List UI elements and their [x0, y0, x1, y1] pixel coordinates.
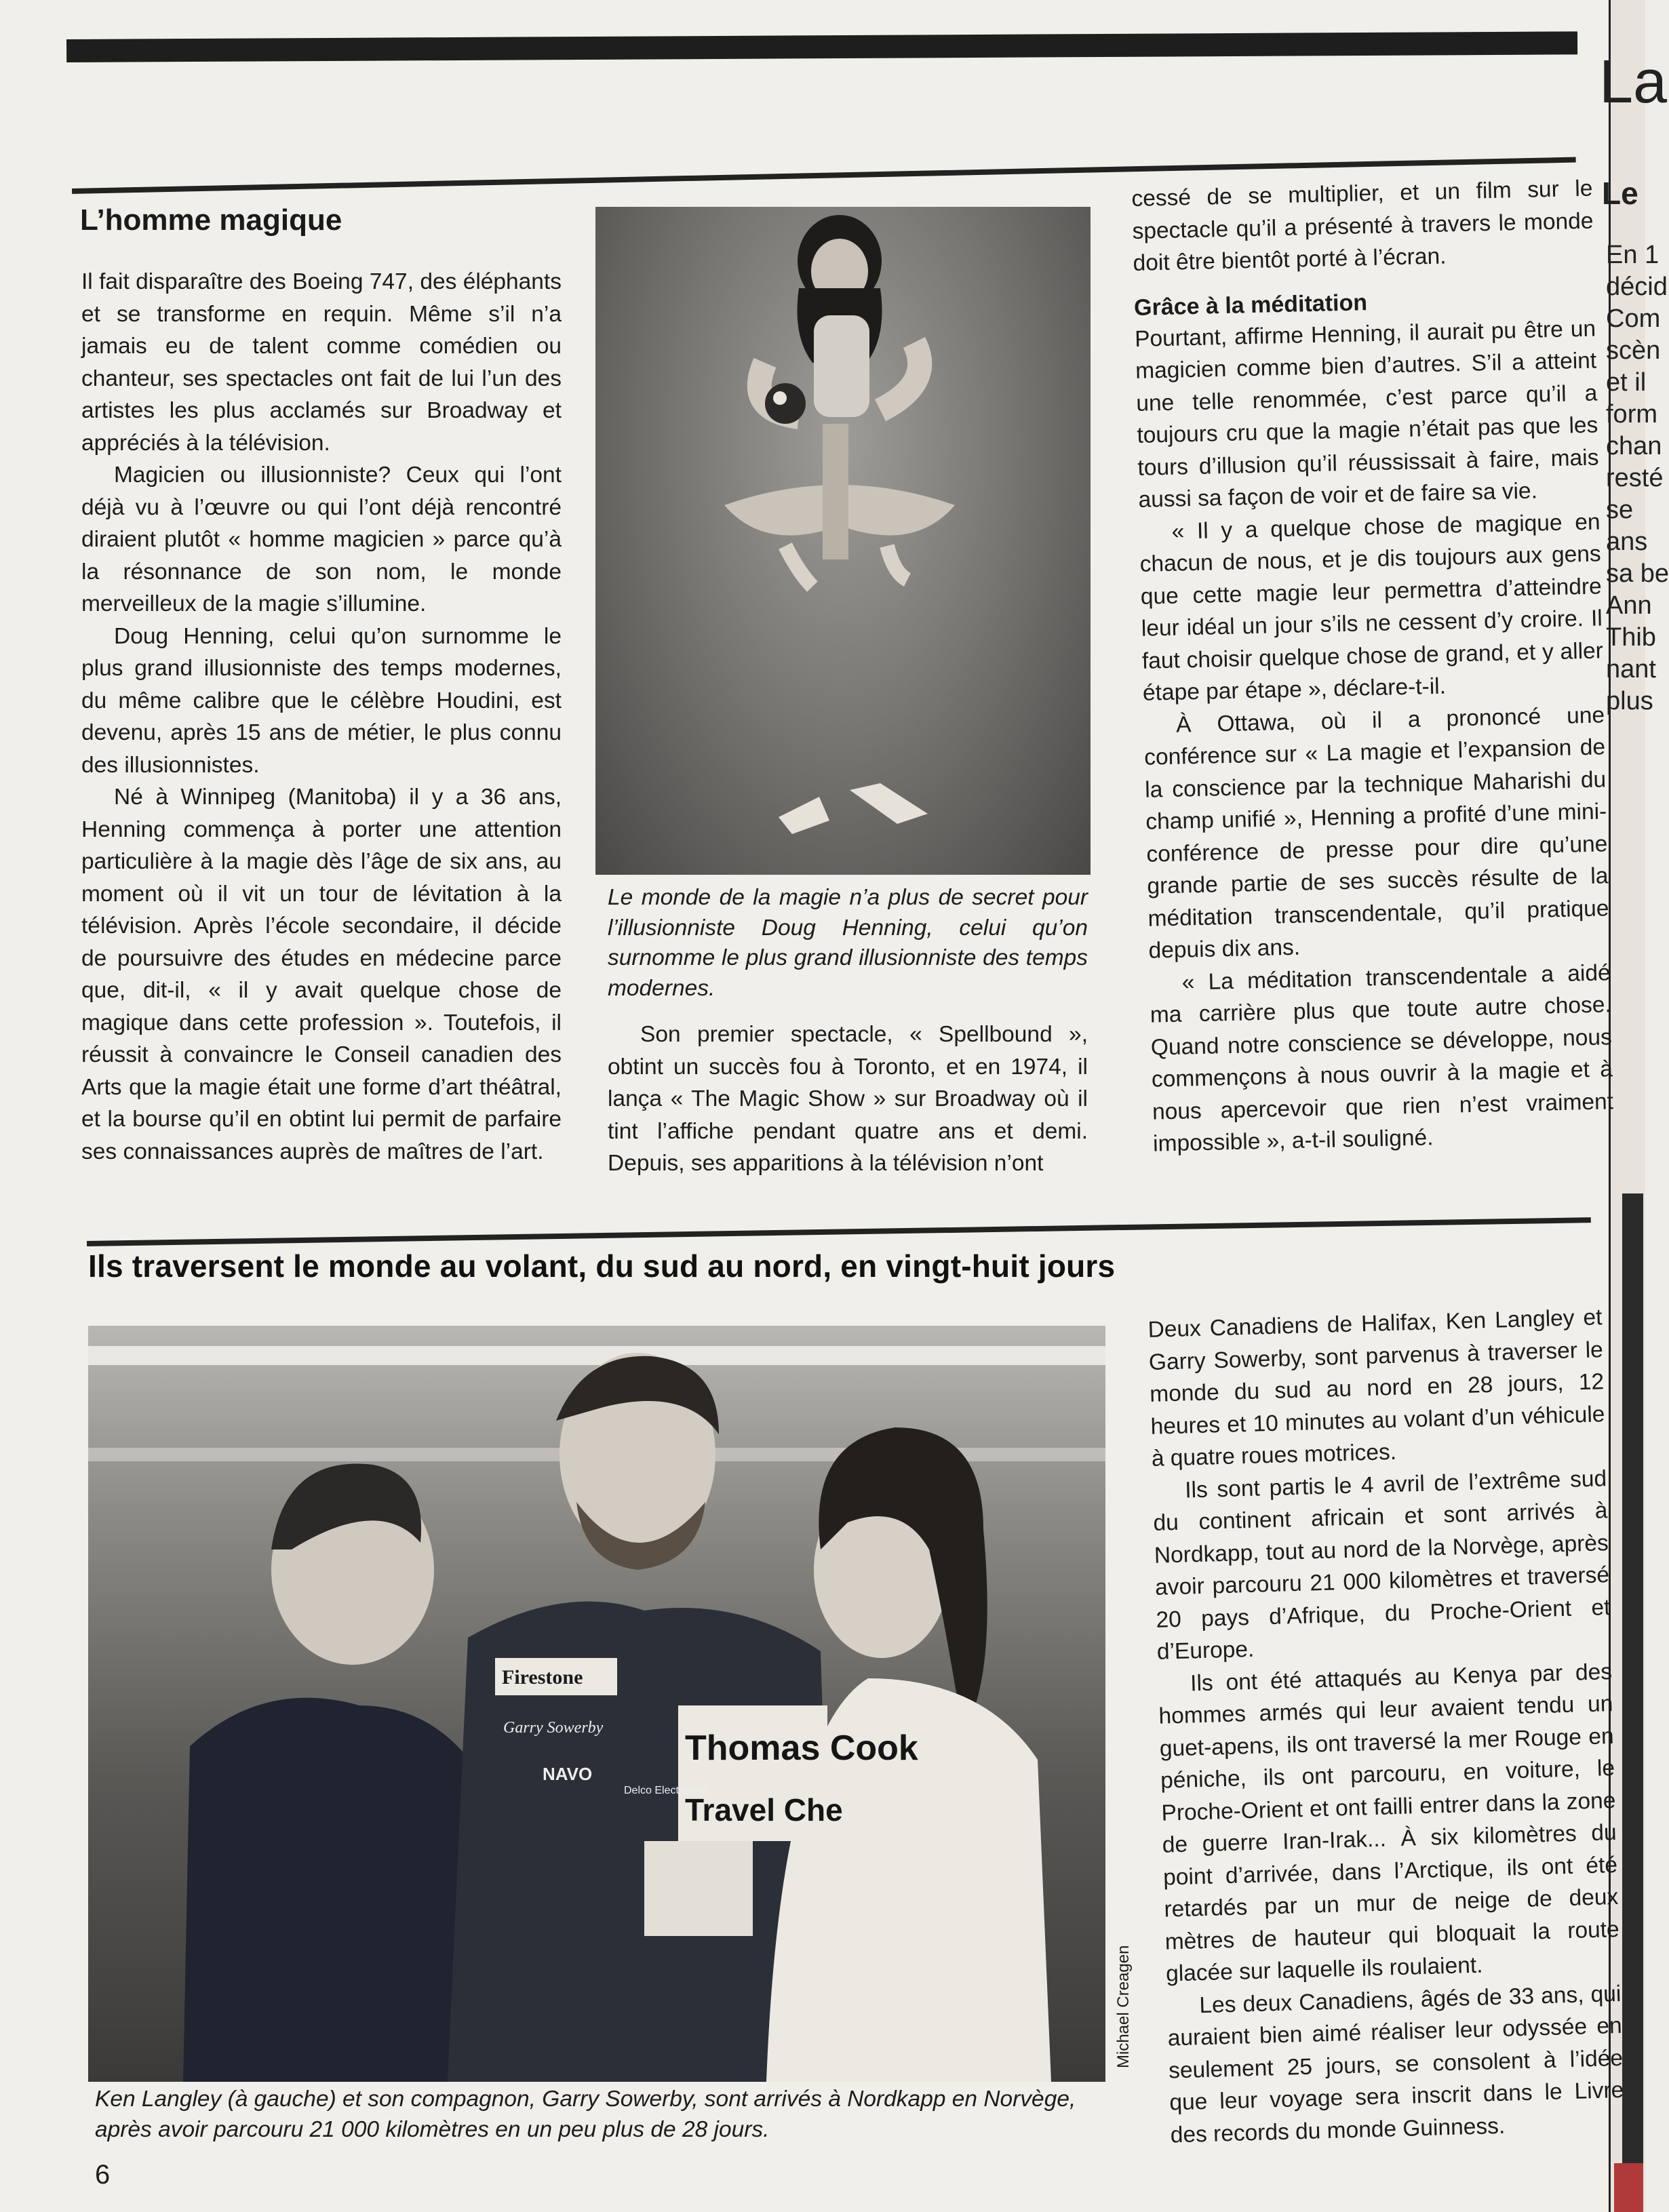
paragraph: Né à Winnipeg (Manitoba) il y a 36 ans, Henning commença à porter une attention particulière à la magie dès l’âge de six ans, au moment où il vit un tour de lévitation à la télévision. Après l’école secondaire, il décide de poursuivre des études en médecine parce que, dit-il, « il y avait quelque chose de magique dans cette profession ». Toutefois, il réussit à convaincre le Conseil canadien des Arts que la magie était une forme d’art théâtral, et la bourse qu’il en obtint lui permit de parfaire ses connaissances auprès de maîtres de l’art.	[81, 785, 562, 1164]
patch-firestone: Firestone	[502, 1666, 583, 1688]
article-column-3	[1131, 173, 1615, 1161]
paragraph: cessé de se multiplier, et un film sur le spectacle qu’il a présenté à travers le monde doit être bientôt porté à l’écran.	[1131, 176, 1594, 276]
next-page-fragment: décid	[1606, 273, 1668, 301]
next-page-fragment: et il	[1606, 368, 1647, 397]
magician-illustration	[595, 207, 1091, 875]
magician-photo-caption: Le monde de la magie n’a plus de secret pour l’illusionniste Doug Henning, celui qu’on surnomme le plus grand illusionniste des temps modernes.	[608, 885, 1088, 1001]
paragraph: Deux Canadiens de Halifax, Ken Langley et Garry Sowerby, sont parvenus à traverser le monde du sud au nord en 28 jours, 12 heures et 10 minutes au volant d’un véhicule à quatre roues motrices.	[1147, 1305, 1605, 1472]
photo-credit: Michael Creagen	[1114, 1945, 1133, 2068]
patch-thomas-cook: Thomas Cook	[685, 1729, 918, 1768]
paragraph: « La méditation transcendentale a aidé ma carrière plus que toute autre chose. Quand notre conscience se développe, nous commençons à nous ouvrir à la magie et à nous apercevoir que rien n’est vraiment impossible », a-t-il souligné.	[1150, 960, 1614, 1157]
article-column-2	[608, 1019, 1088, 1180]
subheading: Grâce à la méditation	[1133, 289, 1368, 321]
next-page-fragment: sa be	[1606, 559, 1669, 588]
paragraph: Doug Henning, celui qu’on surnomme le plus grand illusionniste des temps modernes, du même calibre que le célèbre Houdini, est devenu, après 15 ans de métier, le plus connu des illusionnistes.	[81, 623, 562, 778]
drivers-illustration	[88, 1326, 1105, 2082]
next-page-heading: La	[1599, 48, 1668, 116]
paragraph: Pourtant, affirme Henning, il aurait pu être un magicien comme bien d’autres. S’il a atteint une telle renommée, c’est parce qu’il a toujours cru que la magie n’était pas que les tours d’illusion qu’il réussissait à faire, mais aussi sa façon de voir et de faire sa vie.	[1134, 316, 1599, 513]
next-page-fragment: scèn	[1606, 336, 1661, 365]
paragraph: À Ottawa, où il a prononcé une conférence sur « La magie et l’expansion de la conscience par la technique Maharishi du champ unifié », Henning a profité d’une mini-conférence de presse pour dire qu’une grande partie de ses succès résulte de la méditation transcendentale, qu’il pratique depuis dix ans.	[1143, 702, 1609, 964]
paragraph: Ils sont partis le 4 avril de l’extrême sud du continent africain et sont arrivés à Nordkapp, tout au nord de la Norvège, après avoir parcouru 21 000 kilomètres et traversé 20 pays d’Afrique, du Proche-Orient et d’Europe.	[1153, 1465, 1611, 1665]
next-page-fragment: Ann	[1606, 591, 1652, 620]
page-number: 6	[95, 2160, 111, 2190]
next-page-color-edge	[1614, 2163, 1643, 2212]
next-page-fragment: ans	[1606, 528, 1648, 556]
next-page-fragment: se	[1606, 496, 1634, 524]
patch-name: Garry Sowerby	[503, 1719, 604, 1737]
drivers-photo-caption: Ken Langley (à gauche) et son compagnon, Garry Sowerby, sont arrivés à Nordkapp en Norvège, après avoir parcouru 21 000 kilomètres en un peu plus de 28 jours.	[95, 2087, 1076, 2142]
paragraph: Les deux Canadiens, âgés de 33 ans, qui auraient bien aimé réaliser leur odyssée en seulement 25 jours, se consolent à l’idée que leur voyage sera inscrit dans le Livre des records du monde Guinness.	[1167, 1981, 1624, 2148]
next-page-fragment: nant	[1606, 655, 1656, 684]
next-page-fragment: Thib	[1606, 623, 1656, 652]
next-page-fragment: chan	[1606, 432, 1662, 460]
next-page-fragment: Com	[1606, 304, 1661, 333]
patch-travel: Travel Che	[685, 1792, 843, 1828]
article-title: Ils traversent le monde au volant, du sud au nord, en vingt-huit jours	[88, 1248, 1116, 1284]
next-page-subheading: Le	[1602, 176, 1638, 211]
article-column-1	[81, 266, 562, 1168]
next-page-fragment: plus	[1606, 687, 1653, 715]
next-page-photo-edge	[1622, 1193, 1643, 2212]
next-page-fragment: resté	[1606, 464, 1664, 492]
patch-navo: NAVO	[543, 1764, 593, 1784]
article-2-column	[1147, 1301, 1625, 2151]
paragraph: Son premier spectacle, « Spellbound », obtint un succès fou à Toronto, et en 1974, il lança « The Magic Show » sur Broadway où il tint l’affiche pendant quatre ans et demi. Depuis, ses apparitions à la télévision n’ont	[608, 1022, 1088, 1176]
paragraph: Magicien ou illusionniste? Ceux qui l’ont déjà vu à l’œuvre ou qui l’ont déjà rencontré diraient plutôt « homme magicien » parce qu’à la résonnance de son nom, le monde merveilleux de la magie s’illumine.	[81, 462, 562, 616]
drivers-photo	[88, 1326, 1105, 2082]
patch-delco: Delco Electronics	[624, 1785, 708, 1796]
paragraph: « Il y a quelque chose de magique en chacun de nous, et je dis toujours aux gens que cette magie leur permettra d’atteindre leur idéal un jour s’ils ne cessent d’y croire. Il faut choisir quelque chose de grand, et y aller étape par étape », déclare-t-il.	[1139, 509, 1604, 706]
magician-photo	[595, 207, 1091, 875]
next-page-fragment: form	[1606, 400, 1657, 429]
next-page-fragment: En 1	[1606, 241, 1660, 269]
article-title: L’homme magique	[80, 203, 342, 237]
paragraph: Ils ont été attaqués au Kenya par des hommes armés qui leur avaient tendu un guet-apens, ils ont traversé la mer Rouge en péniche, ils ont parcouru, en voiture, le Proche-Orient et ont failli entrer dans la zone de guerre Iran-Irak... À six kilomètres du point d’arrivée, dans l’Arctique, ils ont été retardés par un mur de neige de deux mètres de hauteur qui bloquait la route glacée sur laquelle ils roulaient.	[1158, 1659, 1620, 1987]
paragraph: Il fait disparaître des Boeing 747, des éléphants et se transforme en requin. Même s’il n’a jamais eu de talent comme comédien ou chanteur, ses spectacles ont fait de lui l’un des artistes les plus acclamés sur Broadway et appréciés à la télévision.	[81, 269, 562, 456]
